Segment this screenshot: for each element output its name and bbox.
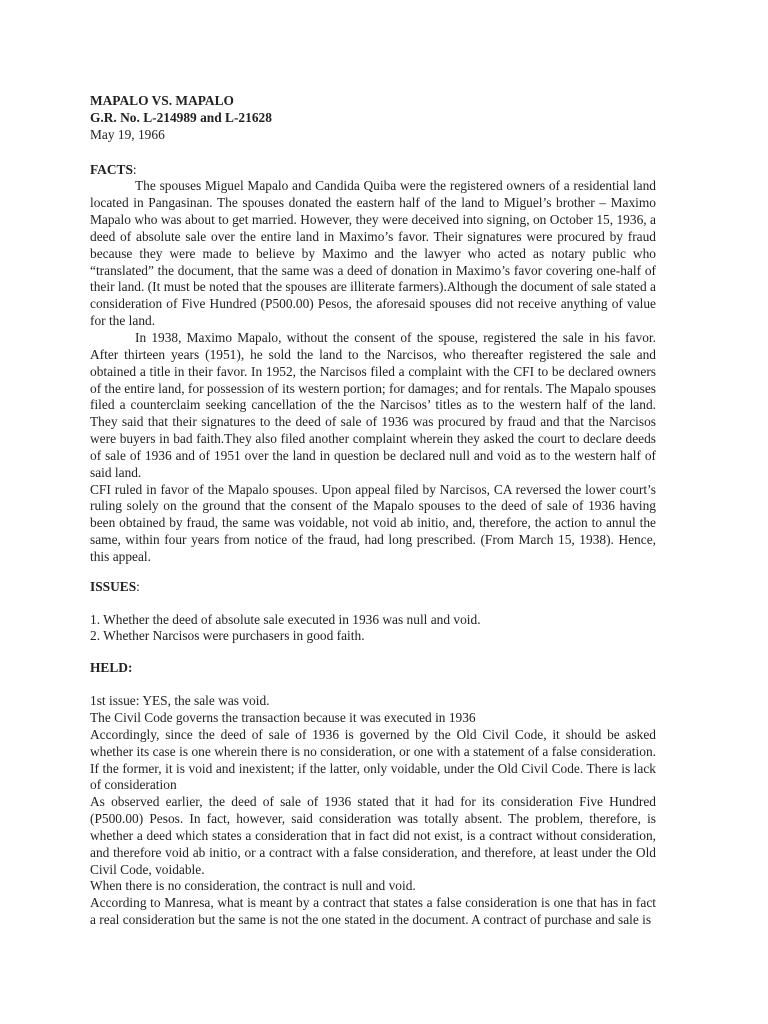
held-line: The Civil Code governs the transaction because it was executed in 1936 [90,710,476,725]
facts-colon: : [132,161,137,177]
issues-heading [90,579,656,596]
issues-colon: : [136,578,140,594]
held-paragraph: As observed earlier, the deed of sale of 1936 stated that it had for its consideration Five Hundred (P500.00) Pesos. In fact, however, said consideration was totally absent. The problem, therefore, is whether a deed which states a consideration that in fact did not exist, is a contract without consideration, and therefore void ab initio, or a contract with a false consideration, and therefore, at least under the Old Civil Code, voidable. [90,794,656,877]
issues-label: ISSUES [90,578,137,594]
case-date: May 19, 1966 [90,126,165,142]
case-header [90,93,656,144]
facts-paragraph: In 1938, Maximo Mapalo, without the consent of the spouse, registered the sale in his favor. After thirteen years (1951), he sold the land to the Narcisos, who thereafter registered the sale and obtained a title in their favor. In 1952, the Narcisos filed a complaint with the CFI to be declared owners of the entire land, for possession of its western portion; for damages; and for rentals. The Mapalo spouses filed a counterclaim seeking cancellation of the the Narcisos’ titles as to the western half of the land. They said that their signatures to the deed of sale of 1936 was procured by fraud and that the Narcisos were buyers in bad faith.They also filed another complaint wherein they asked the court to declare deeds of sale of 1936 and of 1951 over the land in question be declared null and void as to the western half of said land. [90,329,656,480]
held-heading: HELD: [90,660,133,676]
facts-heading [90,162,656,179]
facts-paragraph: The spouses Miguel Mapalo and Candida Quiba were the registered owners of a residential land located in Pangasinan. The spouses donated the eastern half of the land to Miguel’s brother – Maximo Mapalo who was about to get married. However, they were deceived into signing, on October 15, 1936, a deed of absolute sale over the entire land in Maximo’s favor. Their signatures were procured by fraud because they were made to believe by Maximo and the lawyer who acted as notary public who “translated” the document, that the same was a deed of donation in Maximo’s favor covering one-half of their land. (It must be noted that the spouses are illiterate farmers).Although the document of sale stated a consideration of Five Hundred (P500.00) Pesos, the aforesaid spouses did not receive anything of value for the land. [90,178,656,329]
issue-item: 1. Whether the deed of absolute sale executed in 1936 was null and void. [90,611,481,627]
held-line: When there is no consideration, the contract is null and void. [90,878,416,894]
issue-item: 2. Whether Narcisos were purchasers in good faith. [90,628,365,644]
held-line: 1st issue: YES, the sale was void. [90,693,270,709]
case-number: G.R. No. L-214989 and L-21628 [90,109,272,125]
case-title: MAPALO VS. MAPALO [90,93,234,108]
document-page [90,93,656,929]
held-paragraph: According to Manresa, what is meant by a contract that states a false consideration is one that has in fact a real consideration but the same is not the one stated in the document. A contract of purchase and sale is [90,895,656,928]
facts-paragraph: CFI ruled in favor of the Mapalo spouses. Upon appeal filed by Narcisos, CA reversed the lower court’s ruling solely on the ground that the consent of the Mapalo spouses to the deed of sale of 1936 having been obtained by fraud, the same was voidable, not void ab initio, and, therefore, the action to annul the same, within four years from notice of the fraud, had long prescribed. (From March 15, 1938). Hence, this appeal. [90,481,656,564]
held-paragraph: Accordingly, since the deed of sale of 1936 is governed by the Old Civil Code, it should be asked whether its case is one wherein there is no consideration, or one with a statement of a false consideration. If the former, it is void and inexistent; if the latter, only voidable, under the Old Civil Code. There is lack of consideration [90,726,656,793]
facts-label: FACTS [90,161,133,177]
